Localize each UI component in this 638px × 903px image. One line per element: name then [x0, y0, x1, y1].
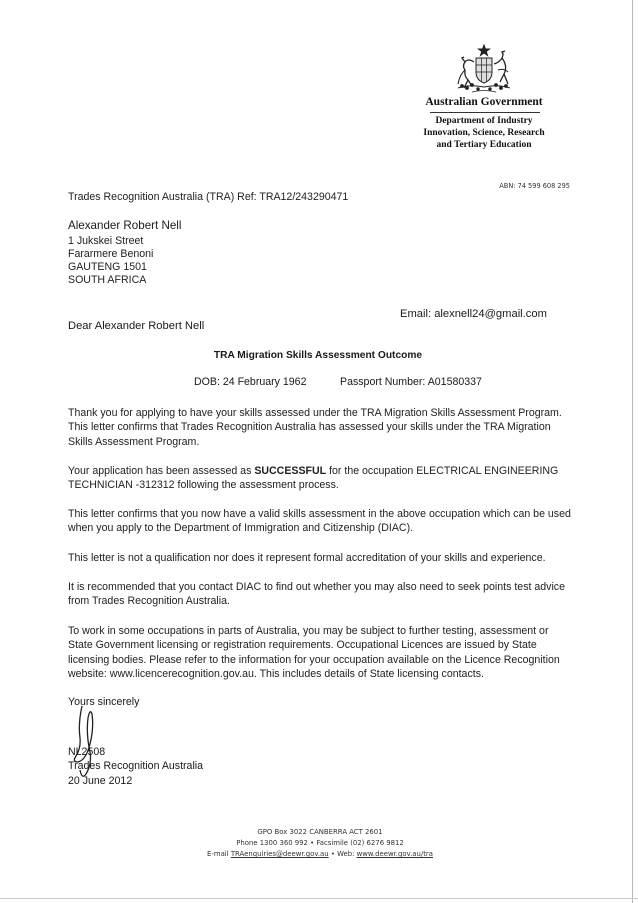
footer-web-link[interactable]: www.deewr.gov.au/tra — [356, 850, 433, 858]
address-line: Fararmere Benoni — [68, 248, 154, 260]
government-name: Australian Government — [425, 96, 543, 108]
address-line: 1 Jukskei Street — [68, 235, 144, 247]
outcome-paragraph — [68, 464, 573, 493]
footer-contact — [150, 849, 490, 859]
signer-organisation: Trades Recognition Australia — [68, 760, 204, 772]
date-of-birth: DOB: 24 February 1962 — [194, 376, 307, 388]
footer-phone: Phone 1300 360 992 • Facsimile (02) 6276 9812 — [236, 839, 404, 847]
page-edge — [0, 898, 638, 899]
body-paragraph: Thank you for applying to have your skills assessed under the TRA Migration Skills Assessment Program. This letter confirms that Trades Recognition Australia has assessed your skills under the TRA Migration Skills Assessment Program. — [68, 407, 562, 448]
passport-number: Passport Number: A01580337 — [340, 376, 482, 388]
department-line: and Tertiary Education — [436, 140, 532, 150]
body-paragraph: It is recommended that you contact DIAC to find out whether you may also need to seek points test advice from Trades Recognition Australia. — [68, 581, 565, 608]
letterhead-divider — [430, 112, 540, 113]
signer-id: NL2508 — [68, 746, 106, 758]
coat-of-arms-icon — [452, 44, 516, 96]
body-paragraph: To work in some occupations in parts of Australia, you may be subject to further testing, assessment or State Government licensing or registration requirements. Occupational Licences are issued by State licensing bodies. Please refer to the information for your occupation available on the Licence Recognition website: www.licencerecognition.gov.au. This includes details of State licensing contacts. — [68, 625, 560, 680]
abn-number: ABN: 74 599 608 295 — [499, 182, 570, 190]
subject-heading: TRA Migration Skills Assessment Outcome — [213, 350, 423, 361]
address-line: GAUTENG 1501 — [68, 261, 147, 273]
department-line: Department of Industry — [435, 116, 533, 126]
footer-separator: • Web: — [328, 850, 357, 858]
body-paragraph: This letter is not a qualification nor does it represent formal accreditation of your skills and experience. — [68, 552, 546, 564]
closing: Yours sincerely — [68, 696, 140, 708]
footer-email-label: E-mail — [207, 850, 231, 858]
recipient-email: Email: alexnell24@gmail.com — [400, 308, 547, 320]
outcome-occupation: for the occupation ELECTRICAL ENGINEERING TECHNICIAN -312312 following the assessment process. — [68, 465, 559, 492]
recipient-address — [68, 235, 153, 287]
address-line: SOUTH AFRICA — [68, 274, 147, 286]
body-paragraph: This letter confirms that you now have a valid skills assessment in the above occupation which can be used when you apply to the Department of Immigration and Citizenship (DIAC). — [68, 508, 571, 535]
department-line: Innovation, Science, Research — [423, 128, 545, 138]
outcome-text: Your application has been assessed as — [68, 465, 255, 477]
recipient-name: Alexander Robert Nell — [68, 219, 182, 232]
outcome-result: SUCCESSFUL — [254, 465, 327, 477]
salutation: Dear Alexander Robert Nell — [68, 320, 205, 332]
signature-icon — [64, 704, 114, 784]
footer-address: GPO Box 3022 CANBERRA ACT 2601 — [257, 828, 383, 836]
department-name — [395, 115, 573, 151]
letter-date: 20 June 2012 — [68, 775, 133, 787]
footer-email-link[interactable]: TRAenquiries@deewr.gov.au — [230, 850, 329, 858]
page-edge — [632, 0, 633, 903]
reference-line: Trades Recognition Australia (TRA) Ref: TRA12/243290471 — [68, 191, 349, 203]
